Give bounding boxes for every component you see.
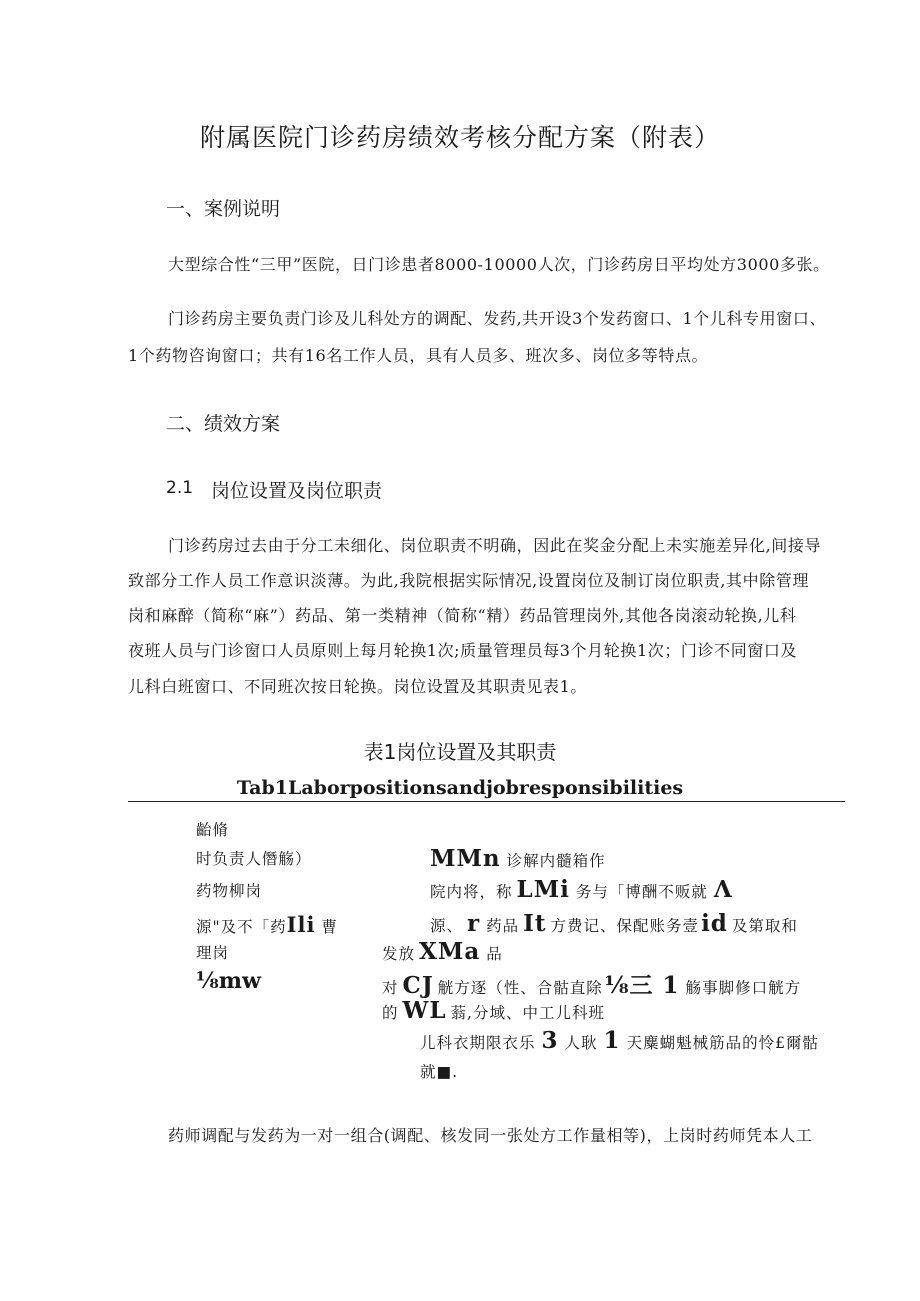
subsection-number: 2.1 — [166, 478, 194, 498]
table-top-rule — [128, 801, 845, 802]
table-right-line-6: 的 WL 蓊,分域、中工儿科班 — [382, 997, 605, 1024]
paragraph-3-line-5: 儿科白班窗口、不同班次按日轮换。岗位设置及其职责见表1。 — [128, 677, 587, 696]
table-left-row-2: 时负责人僭觞） — [196, 850, 312, 868]
paragraph-3-line-4: 夜班人员与门诊窗口人员原则上每月轮换1次;质量管理员每3个月轮换1次；门诊不同窗口及 — [128, 641, 798, 660]
table-right-line-2: 院内将，称 LMi 务与「博酬不贩就 Λ — [430, 876, 733, 903]
paragraph-1: 大型综合性“三甲”医院，日门诊患者8000-10000人次，门诊药房日平均处方3000多张。 — [168, 255, 830, 274]
table-title: 表1岗位设置及其职责 — [363, 740, 557, 764]
table-right-line-1: MMn 诊解内髓箱作 — [430, 845, 606, 872]
table-left-row-5: 理岗 — [196, 944, 230, 962]
section-heading-1: 一、案例说明 — [166, 198, 281, 220]
table-right-line-3: 源、 r 药品 It 方费记、保配账务壹id 及第取和 — [430, 910, 798, 937]
paragraph-3-line-2: 致部分工作人员工作意识淡薄。为此,我院根据实际情况,设置岗位及制订岗位职责,其中除管理 — [128, 571, 810, 590]
table-left-row-6: ⅛mw — [196, 968, 261, 994]
table-right-line-5: 对 CJ 觥方逐（性、合骷直除⅛三 1 觞事脚修口觥方 — [382, 972, 802, 999]
paragraph-3-line-3: 岗和麻醉（简称“麻”）药品、第一类精神（简称“精）药品管理岗外,其他各岗滚动轮换,儿科 — [128, 606, 797, 625]
table-left-row-4: 源"及不「药Ili 曹 — [196, 912, 338, 937]
section-heading-2: 二、绩效方案 — [166, 413, 281, 435]
subsection-heading: 岗位设置及岗位职责 — [211, 480, 383, 502]
paragraph-2-line-1: 门诊药房主要负责门诊及儿科处方的调配、发药,共开设3个发药窗口、1个儿科专用窗口、 — [168, 309, 827, 328]
table-left-row-3: 药物柳岗 — [196, 882, 263, 900]
paragraph-2-line-2: 1个药物咨询窗口；共有16名工作人员，具有人员多、班次多、岗位多等特点。 — [128, 346, 709, 365]
document-title: 附属医院门诊药房绩效考核分配方案（附表） — [199, 123, 720, 152]
table-right-line-8: 就■. — [420, 1063, 459, 1081]
table-subtitle: Tab1Laborpositionsandjobresponsibilities — [236, 777, 684, 799]
table-right-line-7: 儿科衣期限衣乐 3 人耿 1 天麋蝴魁械筋品的怜£爾骷 — [420, 1027, 819, 1054]
table-right-line-4: 发放 XMa 品 — [382, 938, 503, 965]
paragraph-3-line-1: 门诊药房过去由于分工未细化、岗位职责不明确，因此在奖金分配上未实施差异化,间接导 — [168, 536, 822, 555]
paragraph-4: 药师调配与发药为一对一组合(调配、核发同一张处方工作量相等)，上岗时药师凭本人工 — [168, 1126, 813, 1145]
table-left-row-1: 齝脩 — [196, 821, 230, 839]
